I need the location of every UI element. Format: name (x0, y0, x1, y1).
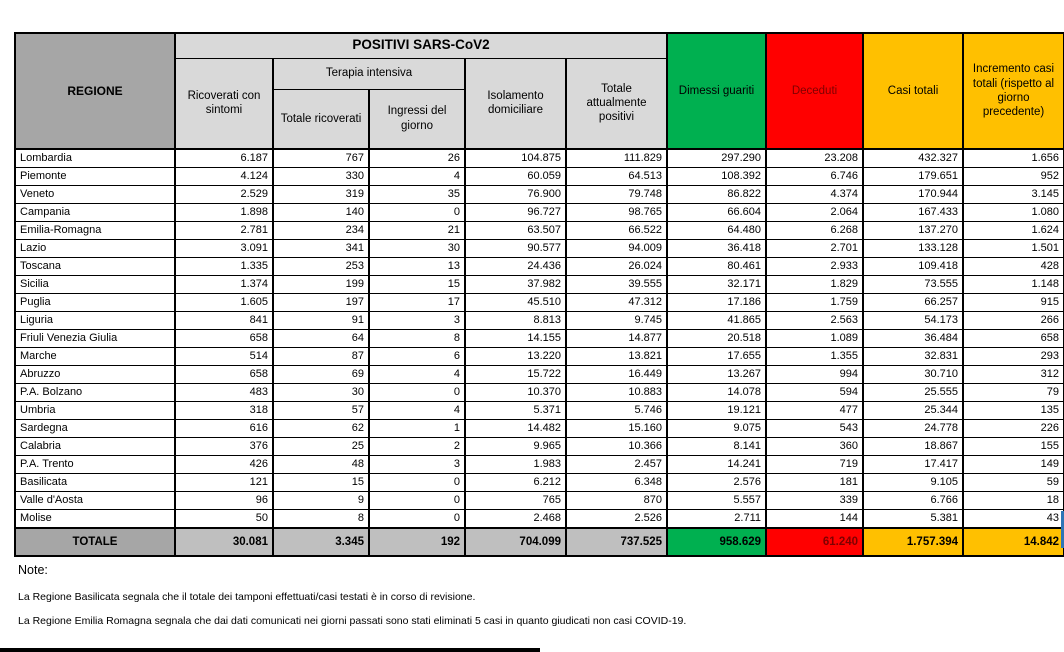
value-cell: 2.468 (465, 510, 566, 529)
header-isolamento-domiciliare: Isolamento domiciliare (465, 58, 566, 149)
table-row (15, 276, 1064, 294)
value-cell: 96.727 (465, 204, 566, 222)
value-cell: 543 (766, 420, 863, 438)
value-cell: 20.518 (667, 330, 766, 348)
value-cell: 483 (175, 384, 273, 402)
value-cell: 432.327 (863, 149, 963, 168)
value-cell: 62 (273, 420, 369, 438)
value-cell: 1.829 (766, 276, 863, 294)
value-cell: 658 (175, 330, 273, 348)
value-cell: 133.128 (863, 240, 963, 258)
value-cell: 121 (175, 474, 273, 492)
value-cell: 26.024 (566, 258, 667, 276)
value-cell: 318 (175, 402, 273, 420)
value-cell: 0 (369, 492, 465, 510)
value-cell: 32.171 (667, 276, 766, 294)
value-cell: 5.746 (566, 402, 667, 420)
value-cell: 32.831 (863, 348, 963, 366)
value-cell: 1.148 (963, 276, 1064, 294)
value-cell: 8 (369, 330, 465, 348)
value-cell: 767 (273, 149, 369, 168)
value-cell: 25.344 (863, 402, 963, 420)
value-cell: 104.875 (465, 149, 566, 168)
value-cell: 8.813 (465, 312, 566, 330)
value-cell: 339 (766, 492, 863, 510)
header-positivi-group: POSITIVI SARS-CoV2 (175, 33, 667, 58)
value-cell: 2.781 (175, 222, 273, 240)
value-cell: 719 (766, 456, 863, 474)
value-cell: 2.064 (766, 204, 863, 222)
value-cell: 1.080 (963, 204, 1064, 222)
value-cell: 915 (963, 294, 1064, 312)
value-cell: 135 (963, 402, 1064, 420)
value-cell: 1.759 (766, 294, 863, 312)
value-cell: 155 (963, 438, 1064, 456)
value-cell: 15 (273, 474, 369, 492)
header-incremento-casi: Incremento casi totali (rispetto al giorno precedente) (963, 33, 1064, 149)
table-row (15, 240, 1064, 258)
table-row (15, 474, 1064, 492)
region-cell: Lazio (15, 240, 175, 258)
value-cell: 24.436 (465, 258, 566, 276)
value-cell: 266 (963, 312, 1064, 330)
value-cell: 658 (963, 330, 1064, 348)
value-cell: 41.865 (667, 312, 766, 330)
value-cell: 13.267 (667, 366, 766, 384)
value-cell: 66.257 (863, 294, 963, 312)
value-cell: 86.822 (667, 186, 766, 204)
value-cell: 330 (273, 168, 369, 186)
header-ingressi-giorno: Ingressi del giorno (369, 89, 465, 149)
value-cell: 179.651 (863, 168, 963, 186)
value-cell: 2.457 (566, 456, 667, 474)
value-cell: 64.513 (566, 168, 667, 186)
value-cell: 1.605 (175, 294, 273, 312)
value-cell: 13 (369, 258, 465, 276)
header-ricoverati-sintomi: Ricoverati con sintomi (175, 58, 273, 149)
value-cell: 9.075 (667, 420, 766, 438)
value-cell: 90.577 (465, 240, 566, 258)
region-cell: Lombardia (15, 149, 175, 168)
value-cell: 952 (963, 168, 1064, 186)
region-cell: Sardegna (15, 420, 175, 438)
value-cell: 73.555 (863, 276, 963, 294)
value-cell: 6.212 (465, 474, 566, 492)
table-row (15, 330, 1064, 348)
value-cell: 79.748 (566, 186, 667, 204)
value-cell: 80.461 (667, 258, 766, 276)
value-cell: 64 (273, 330, 369, 348)
value-cell: 428 (963, 258, 1064, 276)
value-cell: 1.374 (175, 276, 273, 294)
value-cell: 10.370 (465, 384, 566, 402)
header-totale-ricoverati: Totale ricoverati (273, 89, 369, 149)
value-cell: 1.501 (963, 240, 1064, 258)
value-cell: 36.484 (863, 330, 963, 348)
value-cell: 13.220 (465, 348, 566, 366)
value-cell: 5.371 (465, 402, 566, 420)
value-cell: 319 (273, 186, 369, 204)
value-cell: 17.655 (667, 348, 766, 366)
value-cell: 2.526 (566, 510, 667, 529)
value-cell: 14.877 (566, 330, 667, 348)
value-cell: 1.089 (766, 330, 863, 348)
value-cell: 226 (963, 420, 1064, 438)
total-value-cell: 3.345 (273, 528, 369, 556)
table-row (15, 420, 1064, 438)
value-cell: 23.208 (766, 149, 863, 168)
value-cell: 94.009 (566, 240, 667, 258)
value-cell: 870 (566, 492, 667, 510)
region-cell: Liguria (15, 312, 175, 330)
value-cell: 137.270 (863, 222, 963, 240)
value-cell: 24.778 (863, 420, 963, 438)
value-cell: 0 (369, 384, 465, 402)
value-cell: 426 (175, 456, 273, 474)
value-cell: 0 (369, 510, 465, 529)
table-row (15, 149, 1064, 168)
value-cell: 25.555 (863, 384, 963, 402)
value-cell: 5.381 (863, 510, 963, 529)
value-cell: 8.141 (667, 438, 766, 456)
region-cell: Molise (15, 510, 175, 529)
value-cell: 66.522 (566, 222, 667, 240)
value-cell: 253 (273, 258, 369, 276)
value-cell: 170.944 (863, 186, 963, 204)
value-cell: 9.105 (863, 474, 963, 492)
value-cell: 3.145 (963, 186, 1064, 204)
value-cell: 15.160 (566, 420, 667, 438)
value-cell: 140 (273, 204, 369, 222)
value-cell: 376 (175, 438, 273, 456)
table-header (15, 33, 1064, 149)
value-cell: 15 (369, 276, 465, 294)
note-emilia-romagna: La Regione Emilia Romagna segnala che dai dati comunicati nei giorni passati sono stati eliminati 5 casi in quanto giudicati non casi COVID-19. (18, 615, 687, 627)
value-cell: 14.241 (667, 456, 766, 474)
value-cell: 2.576 (667, 474, 766, 492)
value-cell: 3 (369, 456, 465, 474)
value-cell: 1.335 (175, 258, 273, 276)
value-cell: 25 (273, 438, 369, 456)
value-cell: 14.078 (667, 384, 766, 402)
value-cell: 66.604 (667, 204, 766, 222)
value-cell: 4 (369, 366, 465, 384)
value-cell: 18 (963, 492, 1064, 510)
total-value-cell: 61.240 (766, 528, 863, 556)
value-cell: 17.186 (667, 294, 766, 312)
value-cell: 477 (766, 402, 863, 420)
value-cell: 4 (369, 168, 465, 186)
value-cell: 1.656 (963, 149, 1064, 168)
region-cell: Puglia (15, 294, 175, 312)
value-cell: 297.290 (667, 149, 766, 168)
value-cell: 1 (369, 420, 465, 438)
value-cell: 14.155 (465, 330, 566, 348)
value-cell: 1.355 (766, 348, 863, 366)
region-cell: Piemonte (15, 168, 175, 186)
value-cell: 64.480 (667, 222, 766, 240)
value-cell: 4.124 (175, 168, 273, 186)
value-cell: 2.933 (766, 258, 863, 276)
value-cell: 0 (369, 474, 465, 492)
region-cell: P.A. Bolzano (15, 384, 175, 402)
region-cell: Veneto (15, 186, 175, 204)
value-cell: 76.900 (465, 186, 566, 204)
value-cell: 87 (273, 348, 369, 366)
value-cell: 6.187 (175, 149, 273, 168)
table-row (15, 204, 1064, 222)
value-cell: 6.766 (863, 492, 963, 510)
header-terapia-intensiva: Terapia intensiva (273, 58, 465, 89)
value-cell: 9 (273, 492, 369, 510)
value-cell: 3 (369, 312, 465, 330)
value-cell: 30 (273, 384, 369, 402)
value-cell: 2 (369, 438, 465, 456)
region-cell: Emilia-Romagna (15, 222, 175, 240)
value-cell: 616 (175, 420, 273, 438)
value-cell: 6.268 (766, 222, 863, 240)
value-cell: 144 (766, 510, 863, 529)
table-row (15, 492, 1064, 510)
table-row (15, 294, 1064, 312)
value-cell: 19.121 (667, 402, 766, 420)
header-deceduti: Deceduti (766, 33, 863, 149)
value-cell: 108.392 (667, 168, 766, 186)
region-cell: Calabria (15, 438, 175, 456)
value-cell: 2.563 (766, 312, 863, 330)
notes-section (18, 563, 1038, 639)
value-cell: 594 (766, 384, 863, 402)
total-value-cell: 14.842 (963, 528, 1064, 556)
value-cell: 167.433 (863, 204, 963, 222)
header-totale-positivi: Totale attualmente positivi (566, 58, 667, 149)
total-value-cell: 737.525 (566, 528, 667, 556)
value-cell: 6.746 (766, 168, 863, 186)
region-cell: Marche (15, 348, 175, 366)
region-cell: Valle d'Aosta (15, 492, 175, 510)
value-cell: 293 (963, 348, 1064, 366)
value-cell: 17 (369, 294, 465, 312)
value-cell: 16.449 (566, 366, 667, 384)
header-regione: REGIONE (15, 33, 175, 149)
value-cell: 14.482 (465, 420, 566, 438)
value-cell: 10.366 (566, 438, 667, 456)
total-value-cell: 192 (369, 528, 465, 556)
value-cell: 54.173 (863, 312, 963, 330)
region-cell: Sicilia (15, 276, 175, 294)
value-cell: 59 (963, 474, 1064, 492)
note-basilicata: La Regione Basilicata segnala che il totale dei tamponi effettuati/casi testati è in corso di revisione. (18, 591, 476, 603)
value-cell: 18.867 (863, 438, 963, 456)
value-cell: 96 (175, 492, 273, 510)
region-cell: Abruzzo (15, 366, 175, 384)
value-cell: 21 (369, 222, 465, 240)
value-cell: 111.829 (566, 149, 667, 168)
value-cell: 91 (273, 312, 369, 330)
covid-regions-table (14, 32, 1064, 557)
value-cell: 1.983 (465, 456, 566, 474)
value-cell: 50 (175, 510, 273, 529)
region-cell: Friuli Venezia Giulia (15, 330, 175, 348)
region-cell: Umbria (15, 402, 175, 420)
value-cell: 15.722 (465, 366, 566, 384)
value-cell: 48 (273, 456, 369, 474)
value-cell: 841 (175, 312, 273, 330)
value-cell: 2.701 (766, 240, 863, 258)
table-row (15, 258, 1064, 276)
value-cell: 30.710 (863, 366, 963, 384)
table-row (15, 222, 1064, 240)
value-cell: 36.418 (667, 240, 766, 258)
value-cell: 79 (963, 384, 1064, 402)
region-cell: Campania (15, 204, 175, 222)
value-cell: 57 (273, 402, 369, 420)
value-cell: 45.510 (465, 294, 566, 312)
value-cell: 149 (963, 456, 1064, 474)
value-cell: 37.982 (465, 276, 566, 294)
table-row (15, 510, 1064, 529)
value-cell: 69 (273, 366, 369, 384)
table-body (15, 149, 1064, 556)
value-cell: 6 (369, 348, 465, 366)
table-row (15, 348, 1064, 366)
value-cell: 181 (766, 474, 863, 492)
value-cell: 312 (963, 366, 1064, 384)
window-edge-bar (0, 648, 540, 652)
value-cell: 1.624 (963, 222, 1064, 240)
value-cell: 9.745 (566, 312, 667, 330)
value-cell: 994 (766, 366, 863, 384)
value-cell: 43 (963, 510, 1064, 529)
region-cell: Basilicata (15, 474, 175, 492)
value-cell: 4 (369, 402, 465, 420)
value-cell: 26 (369, 149, 465, 168)
value-cell: 60.059 (465, 168, 566, 186)
value-cell: 17.417 (863, 456, 963, 474)
total-row (15, 528, 1064, 556)
value-cell: 13.821 (566, 348, 667, 366)
value-cell: 360 (766, 438, 863, 456)
value-cell: 109.418 (863, 258, 963, 276)
header-casi-totali: Casi totali (863, 33, 963, 149)
value-cell: 10.883 (566, 384, 667, 402)
table-row (15, 186, 1064, 204)
table-row (15, 438, 1064, 456)
value-cell: 39.555 (566, 276, 667, 294)
value-cell: 2.711 (667, 510, 766, 529)
value-cell: 2.529 (175, 186, 273, 204)
value-cell: 98.765 (566, 204, 667, 222)
table-row (15, 312, 1064, 330)
value-cell: 30 (369, 240, 465, 258)
total-value-cell: 958.629 (667, 528, 766, 556)
value-cell: 234 (273, 222, 369, 240)
table-row (15, 402, 1064, 420)
value-cell: 8 (273, 510, 369, 529)
value-cell: 765 (465, 492, 566, 510)
table-row (15, 366, 1064, 384)
table-row (15, 168, 1064, 186)
value-cell: 0 (369, 204, 465, 222)
notes-title: Note: (18, 563, 48, 577)
value-cell: 197 (273, 294, 369, 312)
value-cell: 199 (273, 276, 369, 294)
value-cell: 6.348 (566, 474, 667, 492)
region-cell: P.A. Trento (15, 456, 175, 474)
value-cell: 3.091 (175, 240, 273, 258)
value-cell: 341 (273, 240, 369, 258)
total-value-cell: 704.099 (465, 528, 566, 556)
covid-regions-table-wrap (14, 32, 1064, 557)
header-dimessi-guariti: Dimessi guariti (667, 33, 766, 149)
value-cell: 47.312 (566, 294, 667, 312)
table-row (15, 384, 1064, 402)
value-cell: 1.898 (175, 204, 273, 222)
region-cell: Toscana (15, 258, 175, 276)
value-cell: 658 (175, 366, 273, 384)
total-value-cell: 30.081 (175, 528, 273, 556)
value-cell: 4.374 (766, 186, 863, 204)
table-row (15, 456, 1064, 474)
value-cell: 63.507 (465, 222, 566, 240)
value-cell: 9.965 (465, 438, 566, 456)
total-label: TOTALE (15, 528, 175, 556)
value-cell: 35 (369, 186, 465, 204)
value-cell: 514 (175, 348, 273, 366)
value-cell: 5.557 (667, 492, 766, 510)
total-value-cell: 1.757.394 (863, 528, 963, 556)
